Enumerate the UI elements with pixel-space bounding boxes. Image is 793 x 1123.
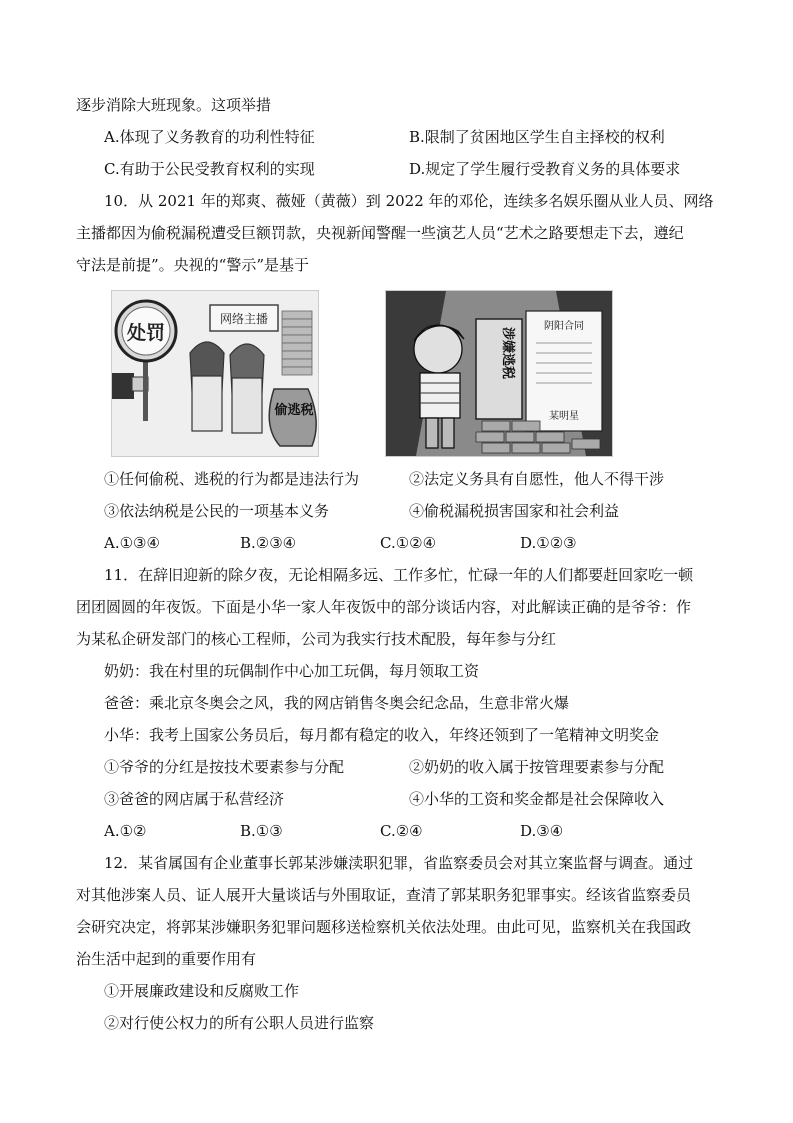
q10-stem-line2: 主播都因为偷税漏税遭受巨额罚款，央视新闻警醒一些演艺人员“艺术之路要想走下去，遵纪 xyxy=(76,224,684,242)
q12-stem-line3: 会研究决定，将郭某涉嫌职务犯罪问题移送检察机关依法处理。由此可见，监察机关在我国政 xyxy=(76,918,692,936)
q11-statement-1: ①爷爷的分红是按技术要素参与分配 xyxy=(104,758,345,776)
contract-title-text: 阴阳合同 xyxy=(544,321,584,332)
cartoon-penalty-streamers xyxy=(111,290,319,457)
q10-statement-2: ②法定义务具有自愿性，他人不得干涉 xyxy=(409,470,665,488)
q9-option-d: D.规定了学生履行受教育义务的具体要求 xyxy=(409,160,681,178)
q12-stem-line2: 对其他涉案人员、证人展开大量谈话与外围取证，查清了郭某职务犯罪事实。经该省监察委员 xyxy=(76,886,692,904)
q11-stem-line2: 团团圆圆的年夜饭。下面是小华一家人年夜饭中的部分谈话内容，对此解读正确的是爷爷：作 xyxy=(76,598,692,616)
q10-stem-line1: 10．从 2021 年的郑爽、薇娅（黄薇）到 2022 年的邓伦，连续多名娱乐圈从业人员、网络 xyxy=(104,192,714,210)
q11-dialogue-grandma: 奶奶：我在村里的玩偶制作中心加工玩偶，每月领取工资 xyxy=(104,662,480,680)
q11-dialogue-xiaohua: 小华：我考上国家公务员后，每月都有稳定的收入，年终还领到了一笔精神文明奖金 xyxy=(104,726,660,744)
q9-option-b: B.限制了贫困地区学生自主择校的权利 xyxy=(409,128,665,146)
q10-statement-4: ④偷税漏税损害国家和社会利益 xyxy=(409,502,620,520)
q12-statement-2: ②对行使公权力的所有公职人员进行监察 xyxy=(104,1014,375,1032)
q11-option-d: D.③④ xyxy=(520,822,564,840)
contract-signature-text: 某明星 xyxy=(549,411,579,422)
q11-statement-3: ③爸爸的网店属于私营经济 xyxy=(104,790,285,808)
q10-stem-line3: 守法是前提”。央视的“警示”是基于 xyxy=(76,256,310,274)
q11-dialogue-dad: 爸爸：乘北京冬奥会之风，我的网店销售冬奥会纪念品，生意非常火爆 xyxy=(104,694,570,712)
cartoon-celebrity-tax-evasion xyxy=(385,290,613,457)
tax-evasion-banner-text: 涉嫌逃税 xyxy=(500,327,515,380)
q9-option-c: C.有助于公民受教育权利的实现 xyxy=(104,160,315,178)
q10-option-c: C.①②④ xyxy=(380,534,437,552)
q10-option-b: B.②③④ xyxy=(240,534,297,552)
q12-stem-line1: 12．某省属国有企业董事长郭某涉嫌渎职犯罪，省监察委员会对其立案监督与调查。通过 xyxy=(104,854,694,872)
q11-option-b: B.①③ xyxy=(240,822,283,840)
q10-statement-3: ③依法纳税是公民的一项基本义务 xyxy=(104,502,330,520)
q9-option-a: A.体现了义务教育的功利性特征 xyxy=(104,128,315,146)
q12-statement-1: ①开展廉政建设和反腐败工作 xyxy=(104,982,300,1000)
q10-option-d: D.①②③ xyxy=(520,534,577,552)
q11-stem-line3: 为某私企研发部门的核心工程师，公司为我实行技术配股，每年参与分红 xyxy=(76,630,557,648)
q9-stem-end: 逐步消除大班现象。这项举措 xyxy=(76,96,272,114)
q11-stem-line1: 11．在辞旧迎新的除夕夜，无论相隔多远、工作多忙，忙碌一年的人们都要赶回家吃一顿 xyxy=(104,566,694,584)
q11-option-c: C.②④ xyxy=(380,822,423,840)
penalty-sign-text: 处罚 xyxy=(126,322,166,344)
q10-statement-1: ①任何偷税、逃税的行为都是违法行为 xyxy=(104,470,360,488)
q10-option-a: A.①③④ xyxy=(104,534,160,552)
streamer-board-text: 网络主播 xyxy=(219,312,269,326)
q11-statement-4: ④小华的工资和奖金都是社会保障收入 xyxy=(409,790,665,808)
q11-statement-2: ②奶奶的收入属于按管理要素参与分配 xyxy=(409,758,665,776)
q12-stem-line4: 治生活中起到的重要作用有 xyxy=(76,950,257,968)
tax-evasion-bag-text: 偷逃税 xyxy=(274,403,314,418)
q11-option-a: A.①② xyxy=(104,822,147,840)
